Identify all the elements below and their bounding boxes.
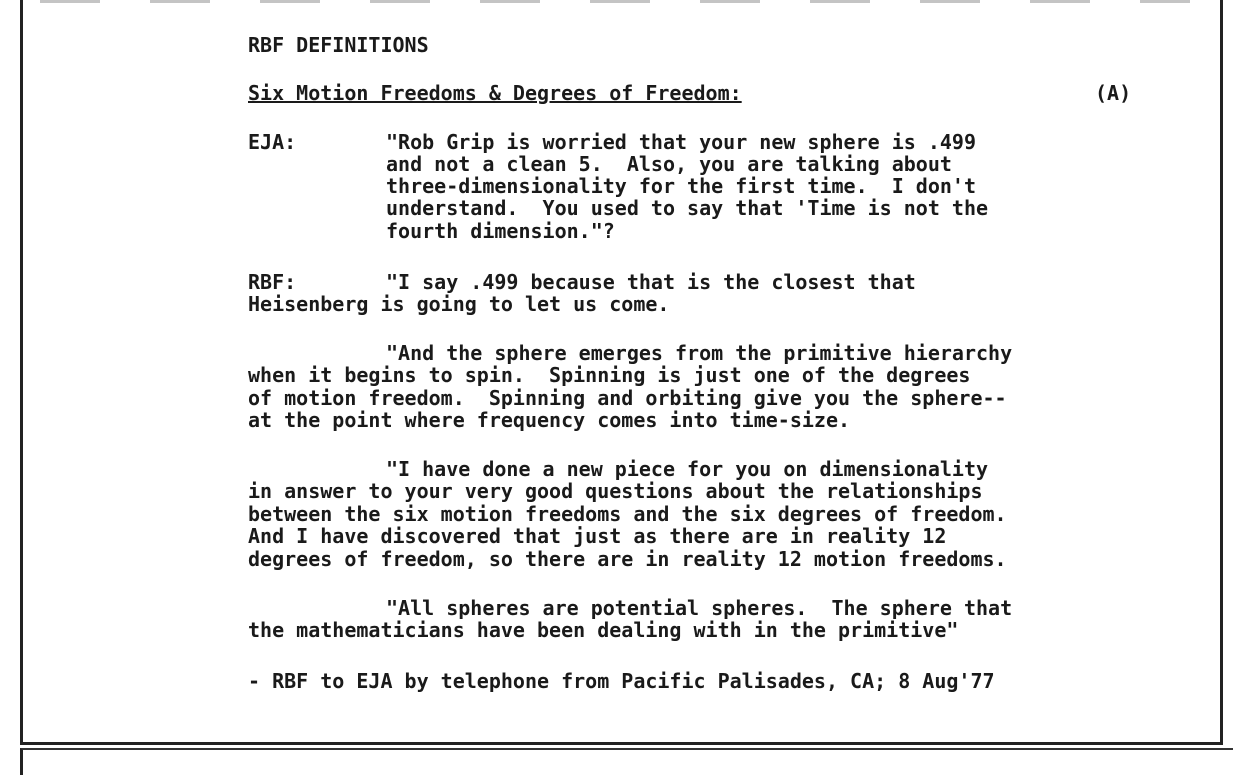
rbf-line: "And the sphere emerges from the primitive hierarchy — [386, 341, 1013, 365]
citation: - RBF to EJA by telephone from Pacific Palisades, CA; 8 Aug'77 — [248, 669, 995, 693]
rbf-line: Heisenberg is going to let us come. — [248, 292, 670, 316]
rbf-line: when it begins to spin. Spinning is just one of the degrees — [248, 363, 971, 387]
rbf-speaker: RBF: — [248, 270, 297, 294]
rbf-line: the mathematicians have been dealing with in the primitive" — [248, 618, 959, 642]
card-letter: (A) — [1095, 81, 1132, 105]
rbf-line: of motion freedom. Spinning and orbiting give you the sphere-- — [248, 386, 1007, 410]
rbf-line: at the point where frequency comes into time-size. — [248, 408, 851, 432]
eja-line: and not a clean 5. Also, you are talking about — [386, 152, 952, 176]
eja-line: fourth dimension."? — [386, 219, 615, 243]
rbf-line: And I have discovered that just as there are in reality 12 — [248, 524, 947, 548]
rbf-line: "All spheres are potential spheres. The sphere that — [386, 596, 1013, 620]
card-header: RBF DEFINITIONS — [248, 33, 429, 57]
eja-line: understand. You used to say that 'Time is not the — [386, 196, 989, 220]
eja-speaker: EJA: — [248, 130, 297, 154]
eja-line: "Rob Grip is worried that your new sphere is .499 — [386, 130, 977, 154]
rbf-line: between the six motion freedoms and the six degrees of freedom. — [248, 502, 1007, 526]
card-subject: Six Motion Freedoms & Degrees of Freedom: — [248, 81, 742, 105]
rbf-line: "I have done a new piece for you on dimensionality — [386, 457, 989, 481]
rbf-line: degrees of freedom, so there are in reality 12 motion freedoms. — [248, 547, 1007, 571]
eja-line: three-dimensionality for the first time. I don't — [386, 174, 977, 198]
next-card-edge — [20, 748, 1233, 775]
rbf-line: "I say .499 because that is the closest that — [386, 270, 916, 294]
top-edge-mark — [40, 0, 1190, 3]
rbf-line: in answer to your very good questions about the relationships — [248, 479, 983, 503]
